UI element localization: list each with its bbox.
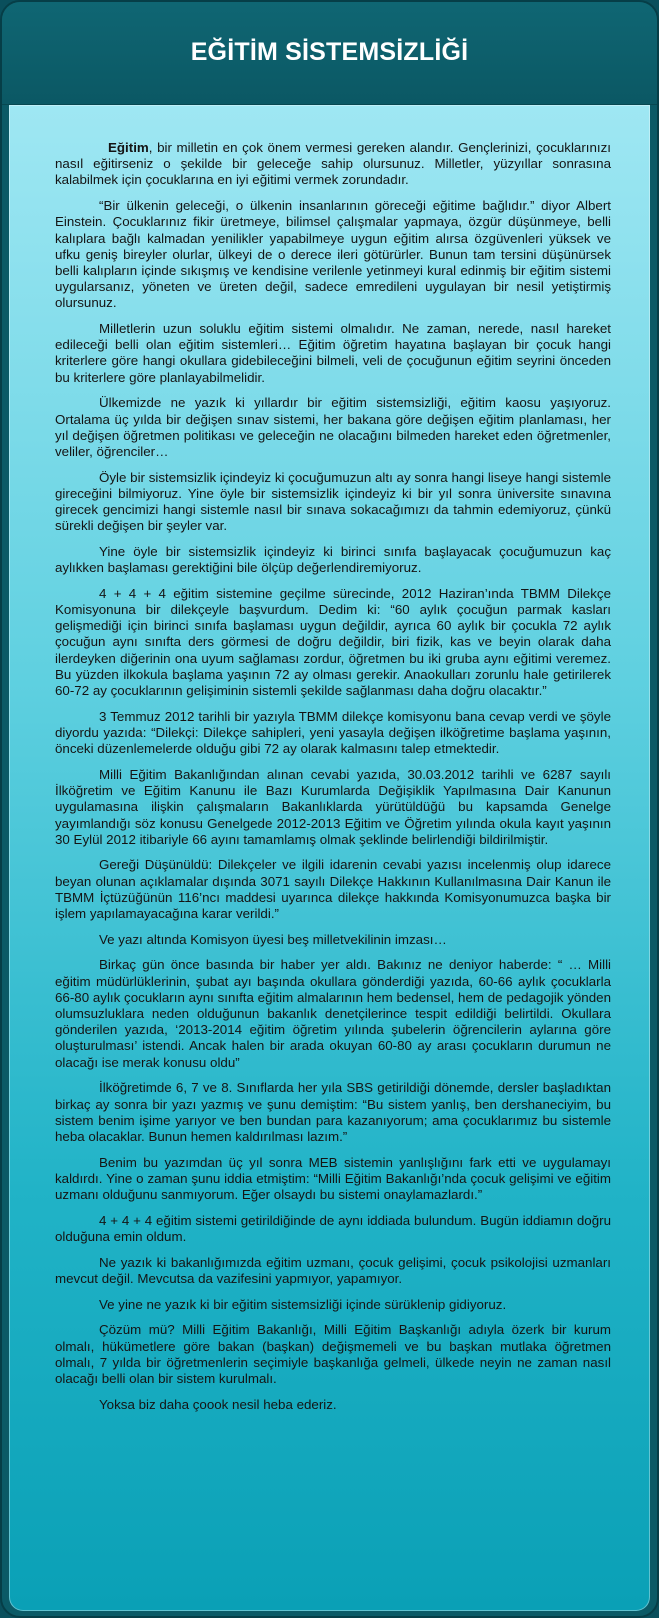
paragraph: İlköğretimde 6, 7 ve 8. Sınıflarda her yıla SBS getirildiği dönemde, dersler başladıktan birkaç ay sonra bir yazı yazmış ve şunu demiştim: “Bu sistem yanlış, ben dershaneciyim, bu sistem benim işime yarıyor ve ben bundan para kazanıyorum; ama çocuklarımız bu sistemle heba olacaklar. Bunun hemen kaldırılması lazım.”: [55, 1080, 611, 1144]
paragraph: 4 + 4 + 4 eğitim sistemi getirildiğinde de aynı iddiada bulundum. Bugün iddiamın doğru olduğuna emin oldum.: [55, 1212, 611, 1244]
paragraph: Ve yazı altında Komisyon üyesi beş milletvekilinin imzası…: [99, 931, 447, 947]
paragraph: 4 + 4 + 4 eğitim sistemine geçilme sürecinde, 2012 Haziran’ında TBMM Dilekçe Komisyonuna bir dilekçeyle başvurdum. Dedim ki: “60 aylık çocuğun parmak kasları gelişmediği için birinci sınıfa başlaması uygun değildir, ayrıca 60 aylık bir çocukla 72 aylık çocuğun aynı sınıfta ders görmesi de doğru değildir, biri fizik, kas ve beyin olarak daha ilerdeyken diğerinin ona uyum sağlaması zordur, öğretmen bu iki gruba aynı eğitimi veremez. Bu yüzden ilkokula başlama yaşının 72 ay olması gerekir. Anaokulları zorunlu hale getirilerek 60-72 ay çocuklarının gelişiminin sistemli şekilde sağlanması daha doğru olacaktır.”: [55, 585, 611, 699]
article-body: [55, 140, 611, 1422]
paragraph: Yine öyle bir sistemsizlik içindeyiz ki birinci sınıfa başlayacak çocuğumuzun kaç aylıkken başlaması gerektiğini bile ölçüp değerlendiremiyoruz.: [55, 543, 611, 576]
paragraph: Ülkemizde ne yazık ki yıllardır bir eğitim sistemsizliği, eğitim kaosu yaşıyoruz. Ortalama üç yılda bir değişen sınav sistemi, her bakana göre değişen eğitim planlaması, her yıl değişen öğretmen politikası ve geleceğin ne olacağını bilmeden hareket eden öğretmenler, veliler, öğrenciler…: [55, 395, 611, 459]
paragraph: “Bir ülkenin geleceği, o ülkenin insanlarının göreceği eğitime bağlıdır.” diyor Albert Einstein. Çocuklarınız fikir üretmeye, bilimsel çalışmalar yapmaya, özgür düşünmeye, belli kalıplara bağlı kalmadan yenilikler yapabilmeye uygun eğitim alırsa özgüvenleri yüksek ve ufku geniş bireyler olurlar, ülkeyi de o derece ileri götürürler. Bunun tam tersini düşünürsek belli kalıpların içinde sıkışmış ve kendisine verilenle yetinmeyi kural edinmiş bir eğitim sistemi uygularsanız, yöneten ve üreten değil, sadece emredileni uygulayan bir nesil yetiştirmiş olursunuz.: [55, 198, 611, 311]
lead-word: Eğitim: [108, 140, 149, 155]
paragraph: Çözüm mü? Milli Eğitim Bakanlığı, Milli Eğitim Başkanlığı adıyla özerk bir kurum olmalı, hükümetlere göre bakan (başkan) değişmemeli ve bu başkan mutlaka öğretmen olmalı, 7 yılda bir öğretmenlerin seçimiyle başkanlığa gelmeli, ülkede neyin ne zaman nasıl olacağı belli olan bir sistem kurulmalı.: [55, 1322, 611, 1386]
paragraph: Benim bu yazımdan üç yıl sonra MEB sistemin yanlışlığını fark etti ve uygulamayı kaldırdı. Yine o zaman şunu iddia etmiştim: “Milli Eğitim Bakanlığı’nda çocuk gelişimi ve eğitim uzmanı olduğunu sanmıyorum. Eğer olsaydı bu sistemi onaylamazlardı.”: [55, 1154, 611, 1203]
page-title: EĞİTİM SİSTEMSİZLİĞİ: [190, 38, 469, 66]
paragraph: Gereği Düşünüldü: Dilekçeler ve ilgili idarenin cevabi yazısı incelenmiş olup idarece beyan olunan açıklamalar dışında 3071 sayılı Dilekçe Hakkının Kullanılmasına Dair Kanun ile TBMM İçtüzüğünün 116’ncı maddesi uyarınca dilekçe hakkında Komisyonumuzca başka bir işlem yapılamayacağına karar verildi.”: [55, 857, 611, 922]
paragraph: 3 Temmuz 2012 tarihli bir yazıyla TBMM dilekçe komisyonu bana cevap verdi ve şöyle diyordu yazıda: “Dilekçi: Dilekçe sahipleri, yeni yasayla değişen ilköğretime başlama yaşının, önceki düzenlemelerde olduğu gibi 72 ay olarak kalmasını talep etmektedir.: [55, 708, 611, 757]
paragraph: Milli Eğitim Bakanlığından alınan cevabi yazıda, 30.03.2012 tarihli ve 6287 sayılı İlköğretim ve Eğitim Kanunu ile Bazı Kurumlarda Değişiklik Yapılmasına Dair Kanunun uygulamasına ilişkin çalışmaların Bakanlıklarda yürütüldüğü bu kapsamda Genelge yayımlandığı söz konusu Genelgede 2012-2013 Eğitim ve Öğretim yılında okula kayıt yaşının 30 Eylül 2012 itibariyle 66 ayını tamamlamış olmak şeklinde belirlendiği bildirilmiştir.: [55, 766, 611, 847]
paragraph-intro: [55, 140, 611, 189]
paragraph: Ve yine ne yazık ki bir eğitim sistemsizliği içinde sürüklenip gidiyoruz.: [99, 1296, 507, 1312]
paragraph: Birkaç gün önce basında bir haber yer aldı. Bakınız ne deniyor haberde: “ … Milli eğitim müdürlüklerinin, şubat ayı başında okullara gönderdiği yazıda, 60-66 aylık çocuklarla 66-80 aylık çocukların aynı sınıfta eğitim almalarının hem bedensel, hem de pedagojik yönden olumsuzluklara neden olduğunun bakanlık denetçilerince tespit edildiği belirtildi. Okullara gönderilen yazıda, ‘2013-2014 eğitim öğretim yılında şubelerin öğrencilerin aylarına göre oluşturulması’ istendi. Ancak halen bir arada okuyan 60-80 ay arası çocukların durumun ne olacağı ise merak konusu oldu”: [55, 957, 611, 1070]
paragraph: Öyle bir sistemsizlik içindeyiz ki çocuğumuzun altı ay sonra hangi liseye hangi sistemle gireceğini bilmiyoruz. Yine öyle bir sistemsizlik içindeyiz ki bir yıl sonra üniversite sınavına girecek gencimizi hangi sistemle nasıl bir sınava sokacağımızı da tahmin edemiyoruz, çünkü sürekli değişen bir şeyler var.: [55, 469, 611, 534]
lead-text: , bir milletin en çok önem vermesi gereken alandır. Gençlerinizi, çocuklarınızı nasıl eğitirseniz o şekilde bir geleceğe sahip olursunuz. Milletler, yüzyıllar sonrasına kalabilmek için çocuklarına en iyi eğitimi vermek zorundadır.: [55, 140, 611, 188]
paragraph: Milletlerin uzun soluklu eğitim sistemi olmalıdır. Ne zaman, nerede, nasıl hareket edileceği belli olan eğitim sistemleri… Eğitim öğretim hayatına başlayan bir çocuk hangi kriterlere göre hangi okullara gidebileceğini bilmeli, veli de çocuğunun eğitim seyrini önceden bu kriterlere göre planlayabilmelidir.: [55, 321, 611, 385]
paragraph: Ne yazık ki bakanlığımızda eğitim uzmanı, çocuk gelişimi, çocuk psikolojisi uzmanları mevcut değil. Mevcutsa da vazifesini yapmıyor, yapamıyor.: [55, 1254, 611, 1286]
header-bar: [2, 2, 657, 105]
paragraph: Yoksa biz daha çoook nesil heba ederiz.: [99, 1396, 337, 1412]
